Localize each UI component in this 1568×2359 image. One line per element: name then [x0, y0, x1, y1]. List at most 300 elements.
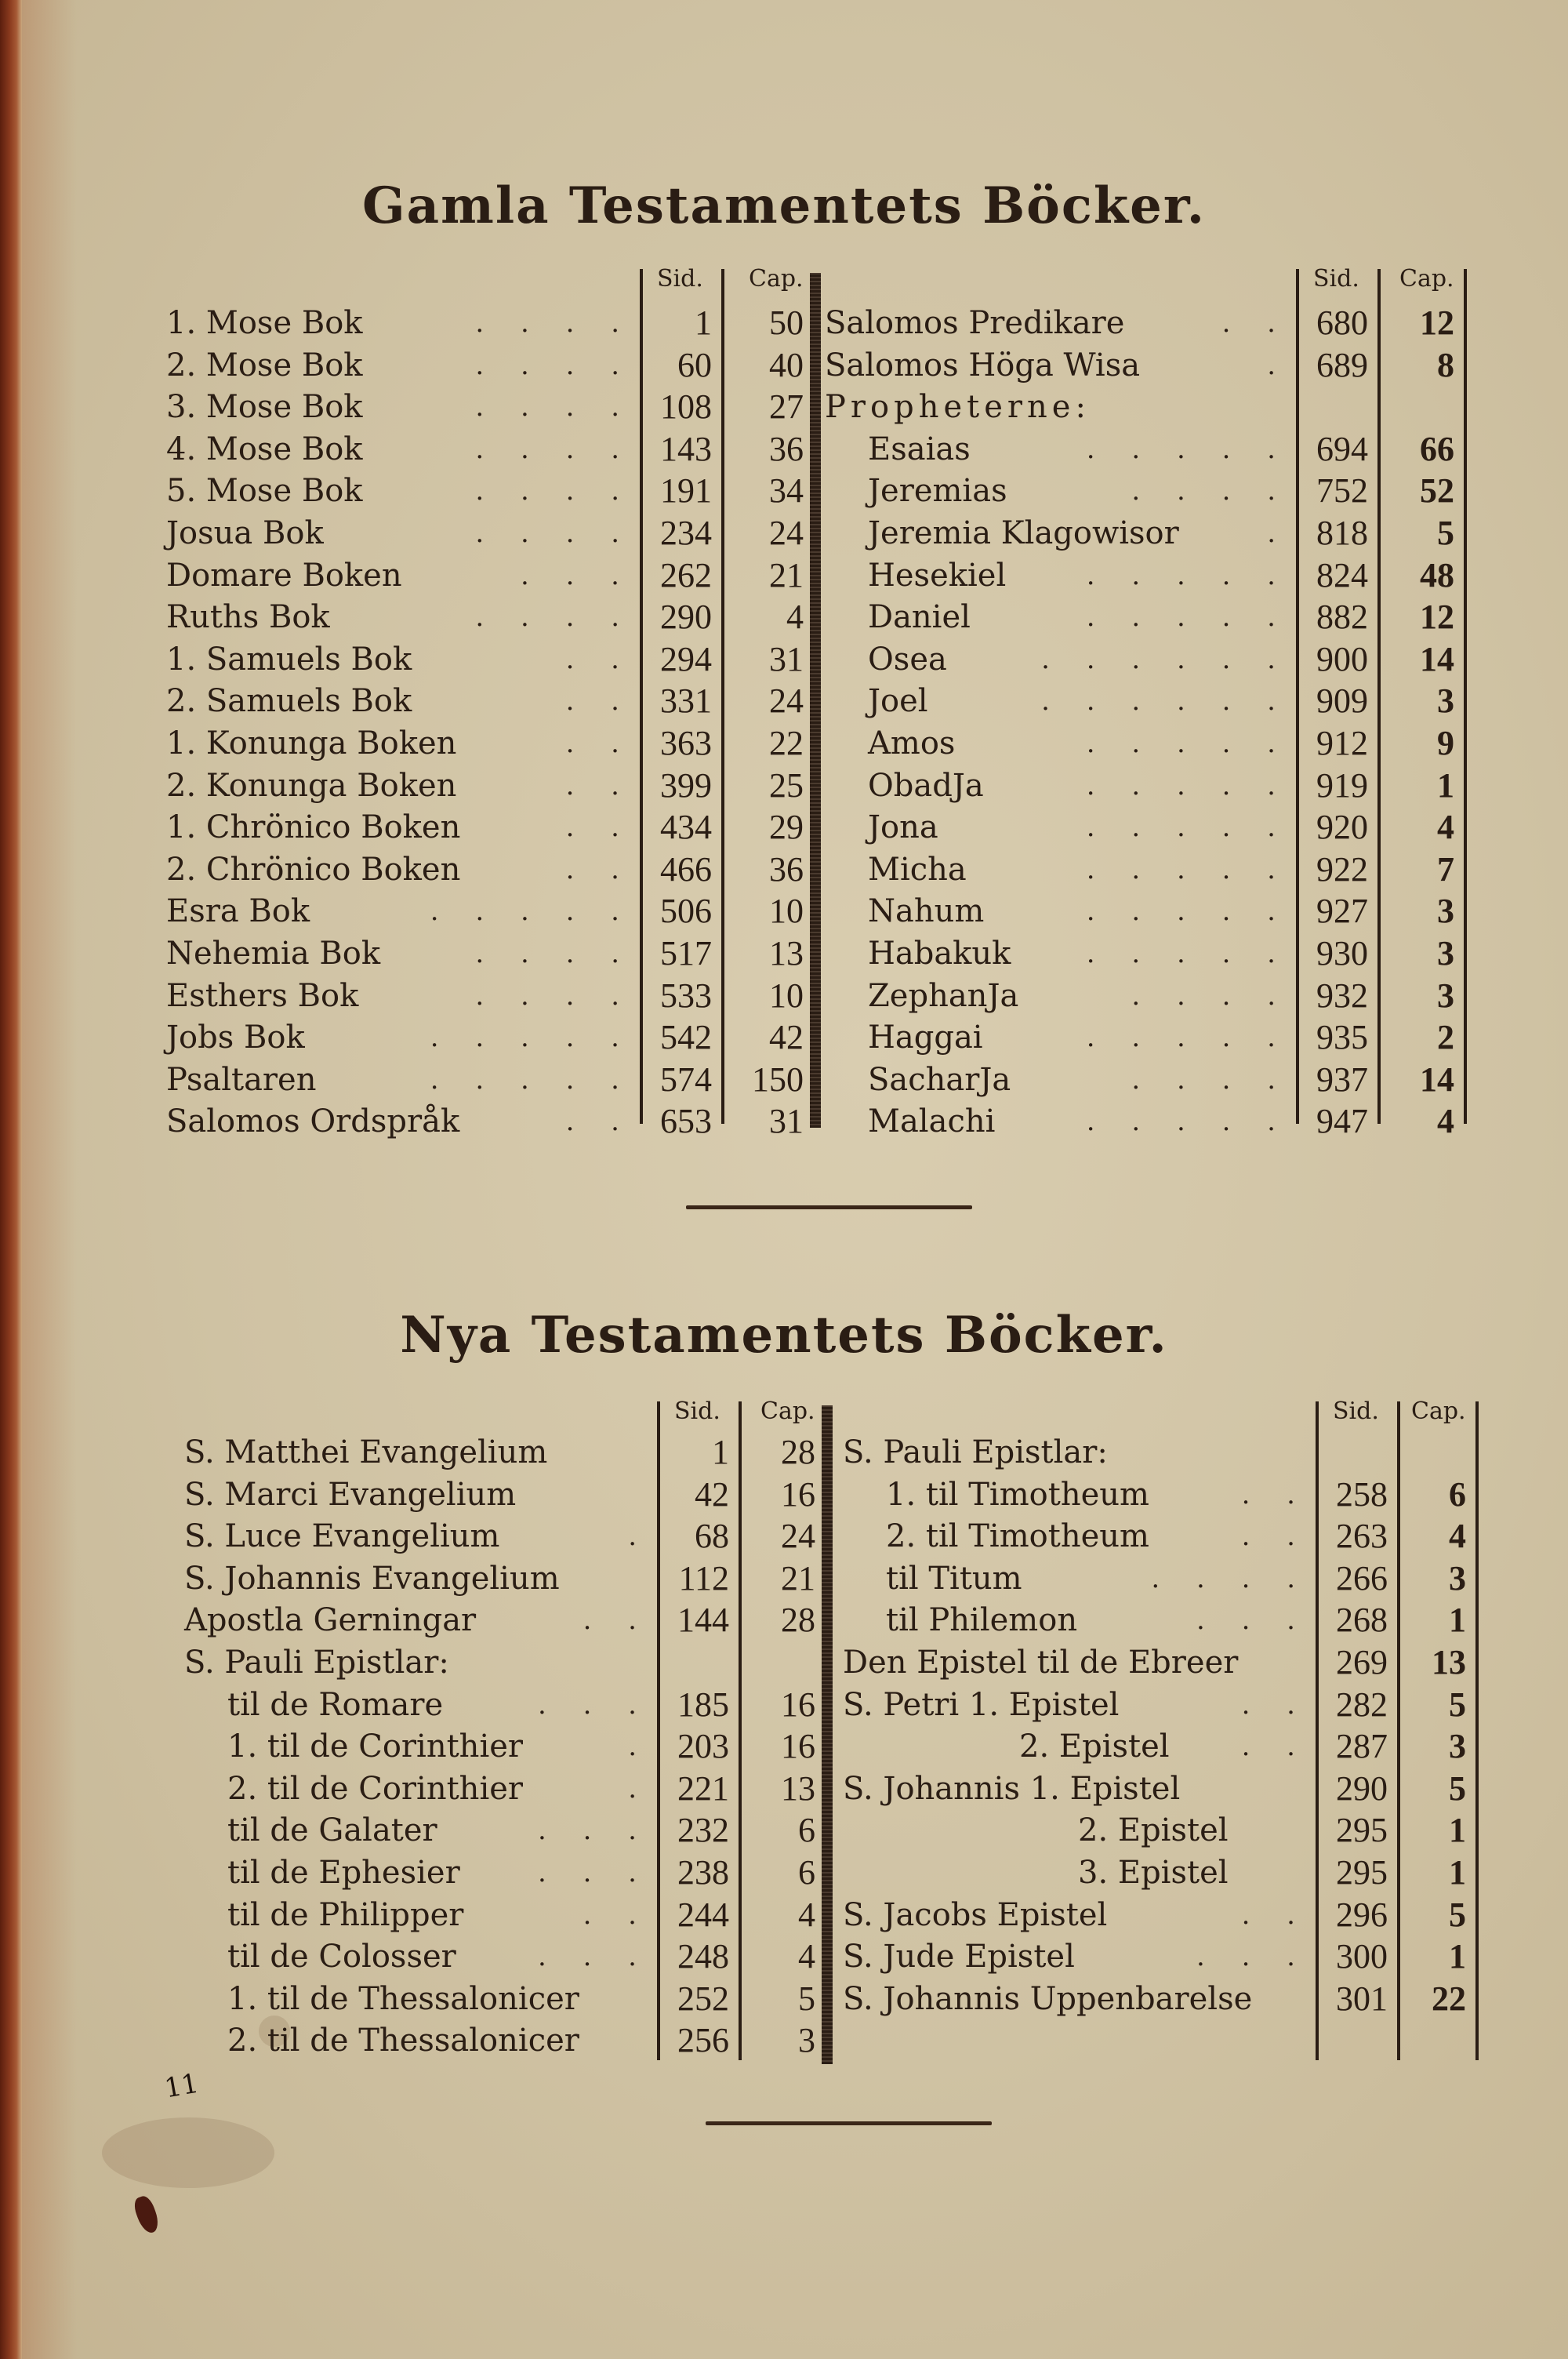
book-name: 2. til de Thessalonicer: [227, 2023, 579, 2059]
leader-dots: . .: [565, 1106, 633, 1138]
book-name: Esaias: [868, 431, 971, 467]
list-item: [0, 1810, 1568, 1851]
list-item: [0, 471, 1568, 511]
page-number: 144: [677, 1601, 729, 1640]
list-item: [0, 1558, 1568, 1599]
leader-dots: . . . . .: [1086, 896, 1290, 928]
leader-dots: . .: [1221, 307, 1290, 339]
book-name: S. Jude Epistel: [843, 1939, 1075, 1976]
book-name: 2. Mose Bok: [166, 347, 363, 383]
leader-dots: . . . .: [475, 602, 633, 634]
chapter-count: 12: [1420, 598, 1454, 637]
list-item: [0, 345, 1568, 386]
page-number: 266: [1336, 1558, 1388, 1598]
list-item: [0, 1101, 1568, 1142]
cap-header: Cap.: [760, 1398, 815, 1425]
book-name: Jobs Bok: [166, 1020, 305, 1056]
list-item: [0, 891, 1568, 932]
old-testament-title: Gamla Testamentets Böcker.: [361, 176, 1207, 235]
leader-dots: . . . .: [475, 938, 633, 969]
chapter-count: 7: [1437, 849, 1454, 889]
list-item: [0, 303, 1568, 343]
chapter-count: 24: [781, 1517, 815, 1556]
page-number: 296: [1336, 1895, 1388, 1934]
book-name: 2. til de Corinthier: [227, 1770, 524, 1807]
page-number: 191: [660, 471, 712, 511]
leader-dots: . .: [1241, 1521, 1309, 1553]
chapter-count: 10: [769, 976, 804, 1015]
chapter-count: 21: [769, 555, 804, 594]
list-item: [0, 639, 1568, 680]
leader-dots: . . . . .: [430, 896, 633, 928]
chapter-count: 50: [769, 304, 804, 342]
list-item: [0, 1768, 1568, 1809]
chapter-count: 22: [769, 724, 804, 762]
page-number: 900: [1316, 639, 1368, 678]
list-item: [0, 765, 1568, 806]
book-name: 2. til Timotheum: [886, 1518, 1149, 1555]
page-number: 932: [1316, 976, 1368, 1015]
page-number: 689: [1316, 345, 1368, 384]
chapter-count: 13: [781, 1768, 815, 1808]
book-name: S. Johannis 1. Epistel: [843, 1770, 1181, 1807]
page-number: 824: [1316, 555, 1368, 594]
page-number: 912: [1316, 724, 1368, 762]
page-number: 262: [660, 555, 712, 594]
leader-dots: . .: [583, 1605, 651, 1637]
book-name: 5. Mose Bok: [166, 473, 363, 510]
book-name: Domare Boken: [166, 557, 402, 594]
chapter-count: 2: [1437, 1018, 1454, 1057]
chapter-count: 42: [769, 1018, 804, 1057]
book-name: Esra Bok: [166, 893, 310, 930]
leader-dots: . . . . .: [1086, 853, 1290, 885]
chapter-count: 28: [781, 1601, 815, 1640]
leader-dots: . . . . . .: [1041, 685, 1290, 718]
page-number: 263: [1336, 1517, 1388, 1556]
leader-dots: . . . .: [475, 518, 633, 549]
page-number: 269: [1336, 1643, 1388, 1681]
chapter-count: 8: [1437, 345, 1454, 384]
chapter-count: 24: [769, 682, 804, 721]
page-number: 363: [660, 724, 712, 762]
chapter-count: 4: [786, 598, 804, 637]
book-name: Nahum: [868, 893, 985, 930]
chapter-count: 1: [1437, 765, 1454, 805]
page-number: 653: [660, 1102, 712, 1141]
chapter-count: 3: [1437, 682, 1454, 721]
book-name: til de Ephesier: [227, 1855, 460, 1891]
book-name: til de Romare: [227, 1686, 444, 1723]
page-number: 108: [660, 387, 712, 427]
list-item: [0, 976, 1568, 1016]
leader-dots: . . . . .: [1086, 433, 1290, 465]
page-number: 232: [677, 1811, 729, 1850]
list-item: [0, 723, 1568, 764]
page-number: 818: [1316, 514, 1368, 552]
page-number: 331: [660, 682, 712, 721]
page-number: 290: [660, 598, 712, 637]
list-item: [0, 2020, 1568, 2061]
section-divider: [686, 1205, 972, 1209]
leader-dots: . . . . . .: [1041, 643, 1290, 675]
leader-dots: . .: [565, 728, 633, 759]
book-name: Haggai: [868, 1020, 983, 1056]
book-name: til Philemon: [886, 1602, 1078, 1639]
list-item: [0, 1600, 1568, 1641]
leader-dots: . . .: [1196, 1941, 1309, 1973]
leader-dots: . . . .: [1131, 475, 1290, 507]
page-number: 533: [660, 976, 712, 1015]
leader-dots: . .: [1241, 1731, 1309, 1763]
book-name: til de Colosser: [227, 1939, 456, 1976]
page-number: 937: [1316, 1060, 1368, 1099]
chapter-count: 40: [769, 345, 804, 384]
page-number: 920: [1316, 808, 1368, 847]
book-name: 1. til Timotheum: [886, 1476, 1149, 1513]
list-item: [0, 597, 1568, 638]
page-number: 694: [1316, 429, 1368, 468]
leader-dots: . . . . .: [1086, 769, 1290, 801]
chapter-count: 150: [752, 1060, 804, 1099]
page-number: 290: [1336, 1768, 1388, 1808]
page-number: 185: [677, 1685, 729, 1724]
chapter-count: 22: [1432, 1979, 1466, 2018]
book-name: Micha: [868, 851, 967, 888]
cap-header: Cap.: [1411, 1398, 1466, 1425]
chapter-count: 4: [1437, 808, 1454, 847]
page-number: 244: [677, 1895, 729, 1934]
page-number: 238: [677, 1853, 729, 1892]
page-number: 143: [660, 429, 712, 468]
chapter-count: 13: [1432, 1643, 1466, 1681]
list-item: [0, 849, 1568, 890]
chapter-count: 13: [769, 934, 804, 972]
page-number: 574: [660, 1060, 712, 1099]
leader-dots: . .: [1241, 1899, 1309, 1931]
list-item: [0, 1936, 1568, 1977]
chapter-count: 24: [769, 514, 804, 552]
leader-dots: . . .: [537, 1941, 651, 1973]
book-name: 2. Konunga Boken: [166, 767, 457, 804]
list-item: [0, 1685, 1568, 1725]
book-name: 2. Chrönico Boken: [166, 851, 461, 888]
leader-dots: . . . . .: [1086, 559, 1290, 591]
chapter-count: 4: [1437, 1102, 1454, 1141]
chapter-count: 5: [1449, 1685, 1466, 1724]
chapter-count: 16: [781, 1727, 815, 1766]
leader-dots: . .: [565, 643, 633, 675]
page-number: 919: [1316, 765, 1368, 805]
chapter-count: 3: [798, 2021, 815, 2060]
chapter-count: 29: [769, 808, 804, 847]
book-name: ObadJa: [868, 767, 984, 804]
chapter-count: 31: [769, 639, 804, 678]
chapter-count: 1: [1449, 1853, 1466, 1892]
chapter-count: 4: [1449, 1517, 1466, 1556]
book-name: 3. Epistel: [1078, 1855, 1229, 1891]
book-name: S. Petri 1. Epistel: [843, 1686, 1120, 1723]
chapter-count: 21: [781, 1558, 815, 1598]
list-item: [0, 1017, 1568, 1058]
book-name: til de Philipper: [227, 1896, 464, 1933]
page-number: 300: [1336, 1937, 1388, 1976]
book-name: S. Jacobs Epistel: [843, 1896, 1108, 1933]
book-name: 2. Epistel: [1019, 1728, 1170, 1765]
leader-dots: . .: [583, 1899, 651, 1931]
leader-dots: . . . .: [475, 307, 633, 339]
book-name: Salomos Ordspråk: [166, 1103, 460, 1140]
chapter-count: 16: [781, 1474, 815, 1514]
list-item: [0, 1642, 1568, 1683]
chapter-count: 36: [769, 849, 804, 889]
book-name: S. Pauli Epistlar:: [184, 1645, 449, 1681]
leader-dots: .: [628, 1772, 651, 1805]
list-item: [0, 1474, 1568, 1515]
page-number: 517: [660, 934, 712, 972]
page-number: 42: [695, 1474, 729, 1514]
list-item: [0, 1895, 1568, 1936]
page-number: 60: [677, 345, 712, 384]
page-number: 466: [660, 849, 712, 889]
chapter-count: 3: [1437, 892, 1454, 931]
page-number: 112: [678, 1558, 729, 1598]
chapter-count: 66: [1420, 429, 1454, 468]
book-name: 1. Mose Bok: [166, 305, 363, 341]
book-name: Osea: [868, 641, 947, 678]
leader-dots: . . .: [537, 1688, 651, 1721]
leader-dots: . . . . .: [1086, 938, 1290, 969]
book-name: Salomos Höga Wisa: [825, 347, 1141, 383]
page-number: 234: [660, 514, 712, 552]
chapter-count: 16: [781, 1685, 815, 1724]
leader-dots: . .: [565, 769, 633, 801]
book-name: 4. Mose Bok: [166, 431, 363, 467]
page-number: 282: [1336, 1685, 1388, 1724]
page-number: 680: [1316, 304, 1368, 342]
book-name: til de Galater: [227, 1812, 437, 1849]
page-number: 927: [1316, 892, 1368, 931]
book-name: SacharJa: [868, 1061, 1011, 1098]
book-name: S. Marci Evangelium: [184, 1476, 517, 1513]
list-item: [0, 387, 1568, 427]
page-number: 301: [1336, 1979, 1388, 2018]
page-number: 752: [1316, 471, 1368, 511]
leader-dots: . .: [1241, 1688, 1309, 1721]
chapter-count: 12: [1420, 304, 1454, 342]
leader-dots: . . . . .: [430, 1022, 633, 1054]
chapter-count: 1: [1449, 1811, 1466, 1850]
book-name: S. Matthei Evangelium: [184, 1434, 548, 1470]
book-name: Amos: [868, 725, 956, 761]
chapter-count: 6: [798, 1811, 815, 1850]
chapter-count: 28: [781, 1433, 815, 1471]
book-name: S. Luce Evangelium: [184, 1518, 500, 1555]
book-name: 3. Mose Bok: [166, 389, 363, 426]
chapter-count: 25: [769, 765, 804, 805]
sid-header: Sid.: [657, 265, 703, 293]
section-heading: Propheterne:: [825, 389, 1091, 426]
list-item: [0, 1979, 1568, 2019]
chapter-count: 3: [1449, 1727, 1466, 1766]
leader-dots: . . . . .: [430, 1063, 633, 1096]
leader-dots: . . . . .: [1086, 1022, 1290, 1054]
page-number: 1: [695, 304, 712, 342]
list-item: [0, 1432, 1568, 1473]
chapter-count: 14: [1420, 1060, 1454, 1099]
page-number: 935: [1316, 1018, 1368, 1057]
list-item: [0, 933, 1568, 974]
sid-header: Sid.: [1333, 1398, 1379, 1425]
book-name: 2. Samuels Bok: [166, 683, 412, 720]
leader-dots: . . . . .: [1086, 812, 1290, 844]
chapter-count: 9: [1437, 724, 1454, 762]
page-number: 909: [1316, 682, 1368, 721]
leader-dots: . . . .: [1131, 1063, 1290, 1096]
page-number: 294: [660, 639, 712, 678]
book-name: S. Johannis Uppenbarelse: [843, 1980, 1253, 2017]
page-number: 252: [677, 1979, 729, 2018]
page-number: 295: [1336, 1811, 1388, 1850]
page-number: 882: [1316, 598, 1368, 637]
leader-dots: . . . .: [475, 475, 633, 507]
book-name: Jeremias: [868, 473, 1007, 510]
book-name: Daniel: [868, 599, 971, 636]
page-number: 221: [677, 1768, 729, 1808]
book-name: Malachi: [868, 1103, 996, 1140]
paper-stain: [102, 2117, 274, 2188]
book-name: Habakuk: [868, 936, 1011, 972]
chapter-count: 1: [1449, 1601, 1466, 1640]
chapter-count: 5: [1437, 514, 1454, 552]
book-name: til Titum: [886, 1560, 1022, 1597]
book-name: Josua Bok: [166, 515, 324, 551]
section-divider: [706, 2121, 992, 2125]
page-number: 542: [660, 1018, 712, 1057]
book-name: Nehemia Bok: [166, 936, 381, 972]
list-item: [0, 1060, 1568, 1100]
list-item: [0, 681, 1568, 722]
leader-dots: .: [1267, 349, 1290, 381]
chapter-count: 14: [1420, 639, 1454, 678]
leader-dots: . . . .: [475, 433, 633, 465]
chapter-count: 4: [798, 1937, 815, 1976]
page-number: 295: [1336, 1853, 1388, 1892]
book-name: S. Johannis Evangelium: [184, 1560, 560, 1597]
page-number: 922: [1316, 849, 1368, 889]
chapter-count: 10: [769, 892, 804, 931]
book-name: 1. Konunga Boken: [166, 725, 457, 761]
chapter-count: 3: [1437, 934, 1454, 972]
chapter-count: 3: [1449, 1558, 1466, 1598]
leader-dots: .: [628, 1731, 651, 1763]
chapter-count: 5: [1449, 1768, 1466, 1808]
chapter-count: 5: [1449, 1895, 1466, 1934]
page-number: 506: [660, 892, 712, 931]
book-name: Apostla Gerningar: [184, 1602, 477, 1639]
book-name: S. Pauli Epistlar:: [843, 1434, 1108, 1470]
book-name: 1. til de Thessalonicer: [227, 1980, 579, 2017]
page-number: 947: [1316, 1102, 1368, 1141]
book-name: Den Epistel til de Ebreer: [843, 1645, 1239, 1681]
leader-dots: . . .: [520, 559, 633, 591]
page-number: 258: [1336, 1474, 1388, 1514]
leader-dots: . . .: [537, 1815, 651, 1847]
leader-dots: . .: [1241, 1478, 1309, 1510]
leader-dots: . . .: [537, 1857, 651, 1888]
list-item: [0, 429, 1568, 470]
list-item: [0, 807, 1568, 848]
chapter-count: 48: [1420, 555, 1454, 594]
leader-dots: . . .: [1196, 1605, 1309, 1637]
sid-header: Sid.: [674, 1398, 720, 1425]
leader-dots: . . . . .: [1086, 728, 1290, 759]
ink-stain: [132, 2194, 162, 2235]
leader-dots: . . . .: [1131, 980, 1290, 1012]
book-name: 1. Chrönico Boken: [166, 809, 461, 846]
book-name: 1. Samuels Bok: [166, 641, 412, 678]
chapter-count: 6: [798, 1853, 815, 1892]
chapter-count: 31: [769, 1102, 804, 1141]
cap-header: Cap.: [1399, 265, 1454, 293]
page-number: 930: [1316, 934, 1368, 972]
leader-dots: . . . .: [475, 391, 633, 423]
chapter-count: 4: [798, 1895, 815, 1934]
new-testament-title: Nya Testamentets Böcker.: [400, 1306, 1168, 1365]
list-item: [0, 1516, 1568, 1557]
list-item: [0, 1852, 1568, 1893]
chapter-count: 52: [1420, 471, 1454, 511]
leader-dots: . . . .: [475, 349, 633, 381]
page-number: 268: [1336, 1601, 1388, 1640]
leader-dots: . .: [565, 812, 633, 844]
page-number: 68: [695, 1517, 729, 1556]
book-name: ZephanJa: [868, 977, 1019, 1014]
cap-header: Cap.: [749, 265, 804, 293]
page-number: 399: [660, 765, 712, 805]
page-number: 434: [660, 808, 712, 847]
chapter-count: 27: [769, 387, 804, 427]
sid-header: Sid.: [1313, 265, 1359, 293]
leader-dots: . . . . .: [1086, 1106, 1290, 1138]
chapter-count: 5: [798, 1979, 815, 2018]
book-name: 1. til de Corinthier: [227, 1728, 524, 1765]
handwritten-marginalia: 11: [162, 2067, 201, 2105]
chapter-count: 34: [769, 471, 804, 511]
page-number: 287: [1336, 1727, 1388, 1766]
chapter-count: 6: [1449, 1474, 1466, 1514]
book-name: 2. Epistel: [1078, 1812, 1229, 1849]
chapter-count: 3: [1437, 976, 1454, 1015]
book-name: Ruths Bok: [166, 599, 330, 636]
leader-dots: . . . .: [1151, 1562, 1309, 1594]
page-number: 256: [677, 2021, 729, 2060]
book-name: Joel: [868, 683, 928, 720]
chapter-count: 1: [1449, 1937, 1466, 1976]
book-name: Salomos Predikare: [825, 305, 1125, 341]
leader-dots: .: [628, 1521, 651, 1553]
leader-dots: . . . .: [475, 980, 633, 1012]
leader-dots: . .: [565, 853, 633, 885]
list-item: [0, 513, 1568, 554]
list-item: [0, 1726, 1568, 1767]
book-name: Psaltaren: [166, 1061, 317, 1098]
book-name: Esthers Bok: [166, 977, 359, 1014]
book-name: Hesekiel: [868, 557, 1007, 594]
leader-dots: . . . . .: [1086, 602, 1290, 634]
chapter-count: 36: [769, 429, 804, 468]
page-number: 1: [712, 1433, 729, 1471]
